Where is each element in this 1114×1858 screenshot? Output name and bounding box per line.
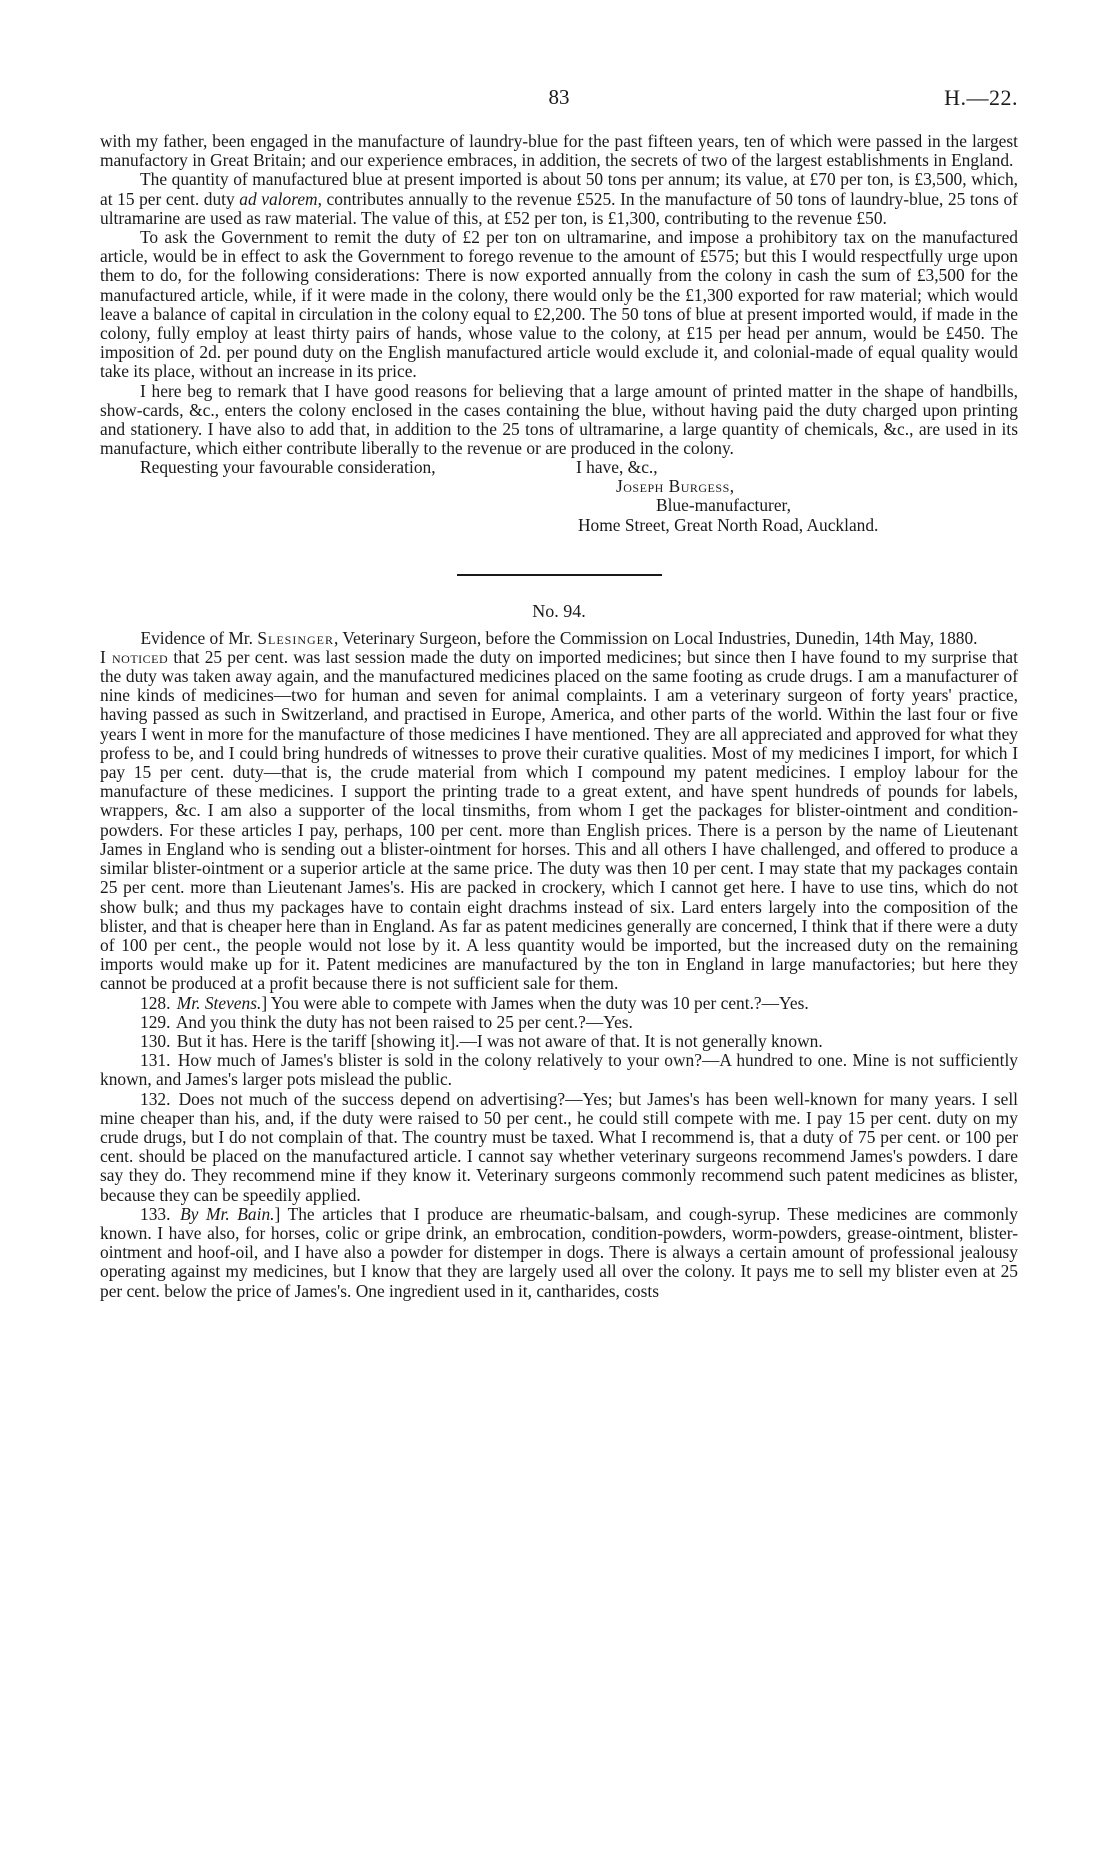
section-number: No. 94. xyxy=(532,601,586,622)
section-title: Evidence of Mr. Slesinger, Veterinary Surgeon, before the Commission on Local Industries, Dunedin, 14th May, 1880. xyxy=(140,627,978,648)
closing-line: Requesting your favourable consideration, xyxy=(140,457,436,478)
signatory-title: Blue-manufacturer, xyxy=(656,495,791,516)
document-reference: H.—22. xyxy=(944,85,1018,110)
speaker: Mr. Stevens. xyxy=(176,992,262,1013)
letter-paragraph-2: The quantity of manufactured blue at present imported is about 50 tons per annum; its value, at £70 per ton, is £3,500, which, at 15 per cent. duty ad valorem, contributes annually to the revenue £525. In the manufacture of 50 tons of laundry-blue, 25 tons of ultramarine are used as raw material. The value of this, at £52 per ton, is £1,300, contributing to the revenue £50. xyxy=(100,169,1018,228)
italic-phrase: ad valorem xyxy=(239,188,318,209)
letter-paragraph-4: I here beg to remark that I have good reasons for believing that a large amount of printed matter in the shape of handbills, show-cards, &c., enters the colony enclosed in the cases containing the blue, without having paid the duty charged upon printing and stationery. I have also to add that, in addition to the 25 tons of ultramarine, a large quantity of chemicals, &c., are used in its manufacture, which either contribute liberally to the revenue or are produced in the colony. xyxy=(100,380,1018,459)
speaker: By Mr. Bain. xyxy=(180,1203,275,1224)
question-129: 129. And you think the duty has not been raised to 25 per cent.?—Yes. xyxy=(140,1011,633,1032)
opening-word: I noticed xyxy=(100,646,169,667)
letter-signoff xyxy=(100,458,1018,556)
page-body xyxy=(100,132,1018,1301)
evidence-statement: I noticed that 25 per cent. was last session made the duty on imported medicines; but since then I have found to my surprise that the duty was taken away again, and the manufactured medicines placed on the same footing as crude drugs. I am a manufacturer of nine kinds of medicines—two for human and seven for animal complaints. I am a veterinary surgeon of forty years' practice, having passed as such in Switzerland, and practised in Europe, America, and other parts of the world. Within the last four or five years I went in more for the manufacture of those medicines I have mentioned. They are all appreciated and approved for what they profess to be, and I could bring hundreds of witnesses to prove their curative qualities. Most of my medicines I import, for which I pay 15 per cent. duty—that is, the crude material from which I compound my patent medicines. I employ labour for the manufacture of these medicines. I support the printing trade to a great extent, and have spent hundreds of pounds for labels, wrappers, &c. I am also a supporter of the local tinsmiths, from whom I get the packages for blister-ointment and condition-powders. For these articles I pay, perhaps, 100 per cent. more than English prices. There is a person by the name of Lieutenant James in England who is sending out a blister-ointment for horses. This and all others I have challenged, and offered to produce a similar blister-ointment or a superior article at the same price. The duty was then 10 per cent. I may state that my packages contain 25 per cent. more than Lieutenant James's. His are packed in crockery, which I cannot get here. I have to use tins, which do not show bulk; and thus my packages have to contain eight drachms instead of six. Lard enters largely into the composition of the blister, and that is cheaper here than in England. As far as patent medicines generally are concerned, I think that if there were a duty of 100 per cent., the people would not lose by it. A less quantity would be imported, but the increased duty on the remaining imports would make up for it. Patent medicines are manufactured by the ton in England in large manufactories; but here they cannot be produced at a profit because there is not sufficient sale for them. xyxy=(100,646,1018,994)
question-133: 133. By Mr. Bain.] The articles that I produce are rheumatic-balsam, and cough-syrup. These medicines are commonly known. I have also, for horses, colic or gripe drink, an embrocation, condition-powders, worm-powders, grease-ointment, blister-ointment and hoof-oil, and I have also a powder for distemper in dogs. There is always a certain amount of professional jealousy operating against my medicines, but I know that they are largely used all over the colony. It pays me to sell my blister even at 25 per cent. below the price of James's. One ingredient used in it, cantharides, costs xyxy=(100,1203,1018,1301)
letter-paragraph-1: with my father, been engaged in the manufacture of laundry-blue for the past fifteen years, ten of which were passed in the largest manufactory in Great Britain; and our experience embraces, in addition, the secrets of two of the largest establishments in England. xyxy=(100,131,1018,171)
signatory-address: Home Street, Great North Road, Auckland. xyxy=(578,515,879,536)
witness-name: Slesinger xyxy=(257,627,335,648)
letter-paragraph-3: To ask the Government to remit the duty of £2 per ton on ultramarine, and impose a prohibitory tax on the manufactured article, would be in effect to ask the Government to forego revenue to the amount of £575; but this I would respectfully urge upon them to do, for the following considerations: There is now exported annually from the colony in cash the sum of £3,500 for the manufactured article, while, if it were made in the colony, there would only be the £1,300 exported for raw material; which would leave a balance of capital in circulation in the colony equal to £2,200. The 50 tons of blue at present imported would, if made in the colony, fully employ at least thirty pairs of hands, whose value to the colony, at £15 per head per annum, would be £450. The imposition of 2d. per pound duty on the English manufactured article would exclude it, and colonial-made of equal quality would take its place, without an increase in its price. xyxy=(100,227,1018,382)
question-132: 132. Does not much of the success depend on advertising?—Yes; but James's has been well-known for many years. I sell mine cheaper than his, and, if the duty were raised to 50 per cent., he could still compete with me. I pay 15 per cent. duty on my crude drugs, but I do not complain of that. The country must be taxed. What I recommend is, that a duty of 75 per cent. or 100 per cent. should be placed on the manufactured article. I cannot say whether veterinary surgeons recommend James's powders. I dare say they do. They recommend mine if they know it. Veterinary surgeons commonly recommend such patent medicines as blister, because they can be speedily applied. xyxy=(100,1088,1018,1205)
question-131: 131. How much of James's blister is sold in the colony relatively to your own?—A hundred to one. Mine is not sufficiently known, and James's larger pots mislead the public. xyxy=(100,1050,1018,1090)
page-header xyxy=(100,85,1018,118)
question-130: 130. But it has. Here is the tariff [showing it].—I was not aware of that. It is not generally known. xyxy=(140,1030,823,1051)
i-have-line: I have, &c., xyxy=(576,457,658,478)
signatory-name: Joseph Burgess, xyxy=(616,476,735,497)
section-divider xyxy=(457,574,662,576)
page-number: 83 xyxy=(548,85,570,109)
question-128: 128. Mr. Stevens.] You were able to compete with James when the duty was 10 per cent.?—Yes. xyxy=(140,992,809,1013)
